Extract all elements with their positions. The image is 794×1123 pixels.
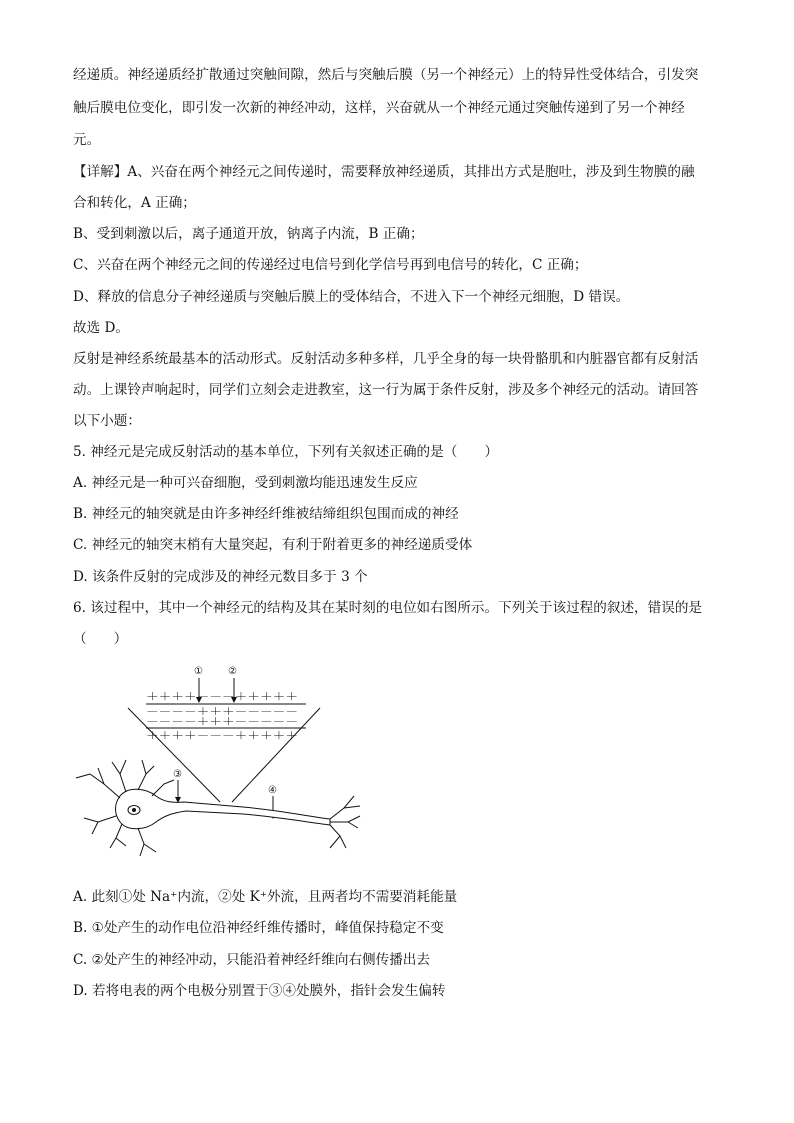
question-5-option-a: A. 神经元是一种可兴奋细胞，受到刺激均能迅速发生反应 [73,475,418,491]
question-6-option-c: C. ②处产生的神经冲动，只能沿着神经纤维向右侧传播出去 [73,952,430,968]
membrane-charge-bottom-inner: －－－－＋＋＋－－－－－ [146,717,266,728]
question-5-option-c: C. 神经元的轴突末梢有大量突起，有利于附着更多的神经递质受体 [73,537,473,553]
neuron-cell-body [116,789,331,829]
question-6-option-d: D. 若将电表的两个电极分别置于③④处膜外，指针会发生偏转 [73,983,446,999]
membrane-charge-top-outer: ＋＋＋＋－－－＋＋＋＋＋ [146,692,266,703]
label-2: ② [228,666,237,677]
label-1: ① [194,666,203,677]
question-6-option-a: A. 此刻①处 Na⁺内流，②处 K⁺外流，且两者均不需要消耗能量 [73,889,458,905]
question-5-option-b: B. 神经元的轴突就是由许多神经纤维被结缔组织包围而成的神经 [73,506,459,522]
membrane-charge-bottom-outer: ＋＋＋＋－－－＋＋＋＋＋ [146,731,266,742]
question-6-stem-line-2: （ ） [73,631,128,647]
axon-terminals [330,796,360,848]
explanation-line-1: 经递质。神经递质经扩散通过突触间隙，然后与突触后膜（另一个神经元）上的特异性受体结合，引发突 [73,67,699,83]
label-4: ④ [268,785,277,796]
question-5-option-d: D. 该条件反射的完成涉及的神经元数目多于 3 个 [73,569,368,585]
answer-line: 故选 D。 [73,320,130,336]
detail-option-c: C、兴奋在两个神经元之间的传递经过电信号到化学信号再到电信号的转化，C 正确； [73,257,588,273]
label-3: ③ [173,769,182,780]
neuron-figure [68,656,368,866]
membrane-charge-top-inner: －－－－＋＋＋－－－－－ [146,707,266,718]
explanation-line-2: 触后膜电位变化，即引发一次新的神经冲动，这样，兴奋就从一个神经元通过突触传递到了另一个神经 [73,100,685,116]
passage-line-2: 动。上课铃声响起时，同学们立刻会走进教室，这一行为属于条件反射，涉及多个神经元的活动。请回答 [73,382,699,398]
question-6-stem-line-1: 6. 该过程中，其中一个神经元的结构及其在某时刻的电位如右图所示。下列关于该过程的叙述，错误的是 [73,600,703,616]
passage-line-3: 以下小题： [73,413,141,429]
question-5-stem: 5. 神经元是完成反射活动的基本单位，下列有关叙述正确的是（ ） [73,444,499,460]
detail-line-2: 合和转化，A 正确； [73,195,196,211]
detail-option-b: B、受到刺激以后，离子通道开放，钠离子内流，B 正确； [73,226,424,242]
nucleolus [132,808,136,812]
neuron-diagram [68,656,368,866]
detail-option-d: D、释放的信息分子神经递质与突触后膜上的受体结合，不进入下一个神经元细胞，D 错误。 [73,289,630,305]
explanation-line-3: 元。 [73,132,101,148]
detail-line-1: 【详解】A、兴奋在两个神经元之间传递时，需要释放神经递质，其排出方式是胞吐，涉及到生物膜的融 [73,164,695,180]
question-6-option-b: B. ①处产生的动作电位沿神经纤维传播时，峰值保持稳定不变 [73,920,444,936]
passage-line-1: 反射是神经系统最基本的活动形式。反射活动多种多样，几乎全身的每一块骨骼肌和内脏器官都有反射活 [73,351,699,367]
